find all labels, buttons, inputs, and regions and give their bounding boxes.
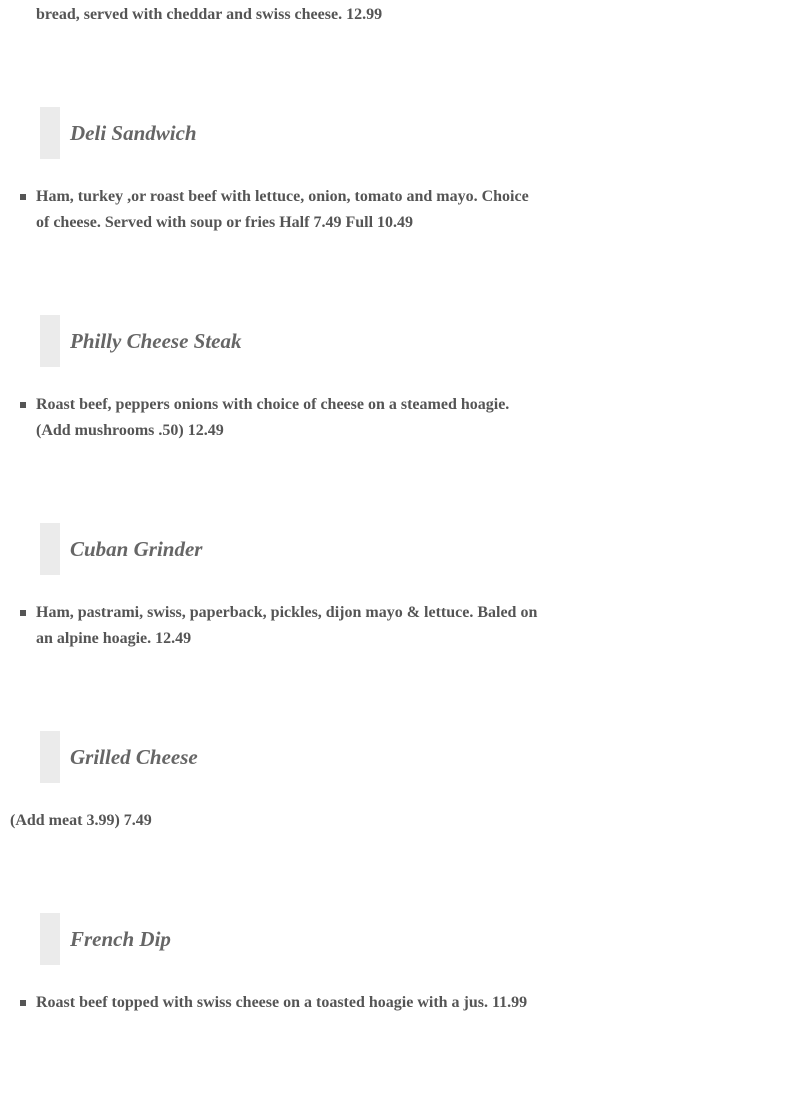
item-description: Roast beef topped with swiss cheese on a toasted hoagie with a jus. 11.99 xyxy=(36,994,528,1011)
section-title: Deli Sandwich xyxy=(70,120,197,145)
section-title: Cuban Grinder xyxy=(70,536,203,561)
previous-item-description: bread, served with cheddar and swiss cheese. 12.99 xyxy=(36,6,383,23)
heading-accent-bar xyxy=(40,731,60,783)
heading-accent-bar xyxy=(40,913,60,965)
section-heading-philly-cheese-steak xyxy=(40,315,242,367)
item-description: Ham, turkey ,or roast beef with lettuce, onion, tomato and mayo. Choice of cheese. Served with soup or fries Half 7.49 Full 10.49 xyxy=(36,188,529,231)
heading-accent-bar xyxy=(40,107,60,159)
list-item xyxy=(36,184,546,236)
section-title: French Dip xyxy=(70,926,171,951)
section-heading-grilled-cheese xyxy=(40,731,198,783)
item-description: Ham, pastrami, swiss, paperback, pickles, dijon mayo & lettuce. Baled on an alpine hoagie. 12.49 xyxy=(36,604,538,647)
item-description: (Add meat 3.99) 7.49 xyxy=(10,812,152,829)
list-item xyxy=(36,600,546,652)
heading-accent-bar xyxy=(40,523,60,575)
list-item xyxy=(36,990,546,1016)
square-bullet-icon xyxy=(20,194,26,200)
section-heading-french-dip xyxy=(40,913,171,965)
heading-accent-bar xyxy=(40,315,60,367)
section-heading-cuban-grinder xyxy=(40,523,202,575)
section-heading-deli-sandwich xyxy=(40,107,197,159)
list-item xyxy=(36,392,546,444)
square-bullet-icon xyxy=(20,402,26,408)
square-bullet-icon xyxy=(20,1000,26,1006)
section-title: Grilled Cheese xyxy=(70,744,198,769)
item-description: Roast beef, peppers onions with choice of cheese on a steamed hoagie. (Add mushrooms .50) 12.49 xyxy=(36,396,510,439)
section-title: Philly Cheese Steak xyxy=(70,328,242,353)
square-bullet-icon xyxy=(20,610,26,616)
